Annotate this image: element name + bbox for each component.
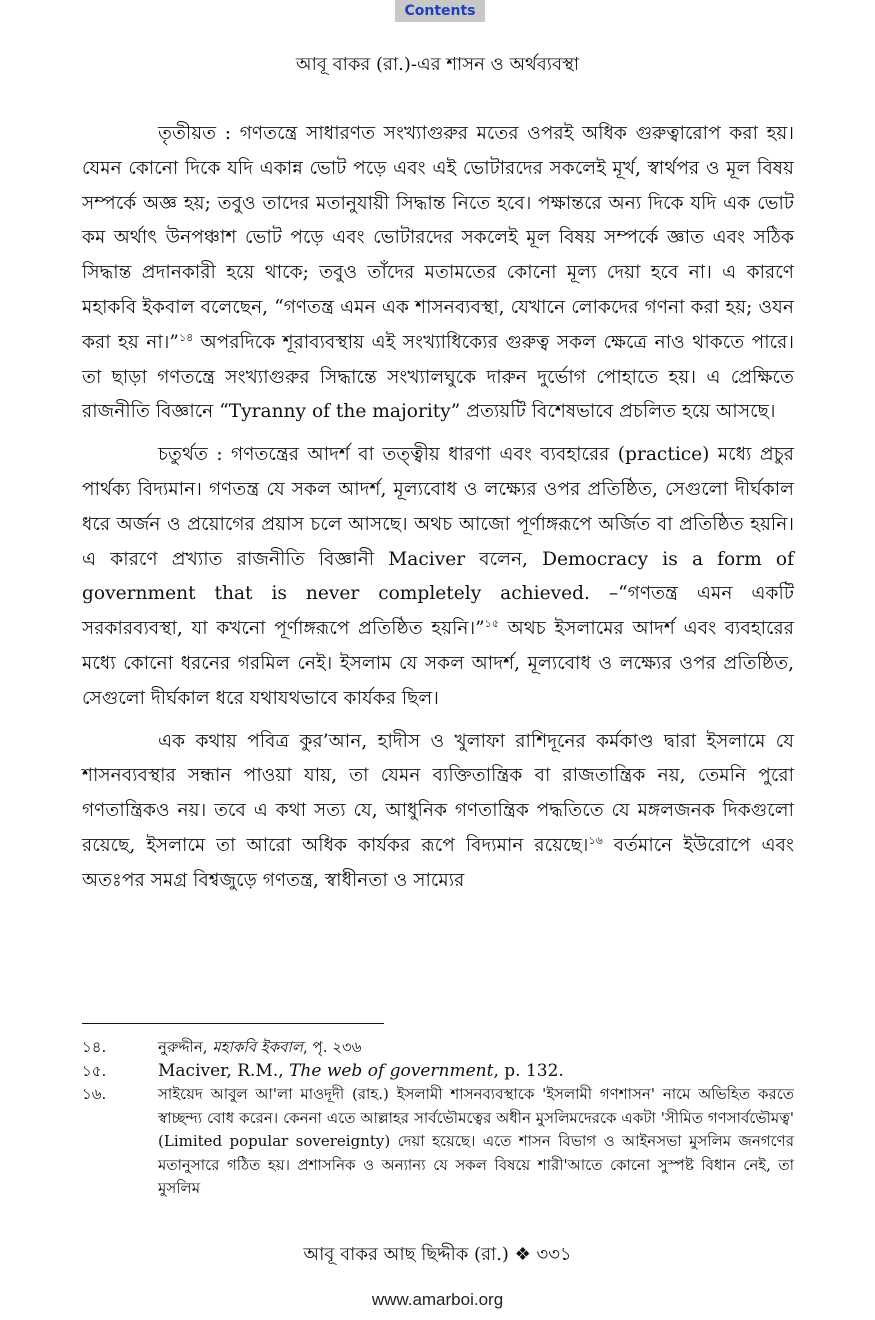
footnote-book-title: মহাকবি ইকবাল xyxy=(212,1038,303,1056)
paragraph-text: চতুর্থত : গণতন্ত্রের আদর্শ বা তত্ত্বীয় ধারণা এবং ব্যবহারের (practice) মধ্যে প্রচুর পার্থক্য বিদ্যমান। গণতন্ত্র যে সকল আদর্শ, মূল্যবোধ ও লক্ষ্যের ওপর প্রতিষ্ঠিত, সেগুলো দীর্ঘকাল ধরে অর্জন ও প্রয়োগের প্রয়াস চলে আসছে। অথচ আজো পূর্ণাঙ্গরূপে অর্জিত বা প্রতিষ্ঠিত হয়নি। এ কারণে প্রখ্যাত রাজনীতি বিজ্ঞানী Maciver বলেন, Democracy is a form of government that is never completely achieved. –“গণতন্ত্র এমন একটি সরকারব্যবস্থা, যা কখনো পূর্ণাঙ্গরূপে প্রতিষ্ঠিত হয়নি।” xyxy=(82,444,794,640)
footnote-text xyxy=(158,1036,794,1060)
main-body xyxy=(82,117,794,907)
paragraph-text: অপরদিকে শূরাব্যবস্থায় এই সংখ্যাধিক্যের গুরুত্ব সকল ক্ষেত্রে নাও থাকতে পারে। তা ছাড়া গণতন্ত্রে সংখ্যাগুরুর সিদ্ধান্তে সংখ্যালঘুকে দারুন দুর্ভোগ পোহাতে হয়। এ প্রেক্ষিতে রাজনীতি বিজ্ঞানে “Tyranny of the majority” প্রত্যয়টি বিশেষভাবে প্রচলিত হয়ে আসছে। xyxy=(82,331,794,423)
footnote-number: ১৬. xyxy=(82,1085,107,1103)
footnote-divider xyxy=(82,1023,384,1024)
paragraph-thirdly xyxy=(82,117,794,430)
footnote-15 xyxy=(82,1060,794,1084)
site-url[interactable]: www.amarboi.org xyxy=(371,1290,504,1309)
footnote-ref-14[interactable]: ১৪ xyxy=(178,330,194,344)
paragraph-text: এক কথায় পবিত্র কুর’আন, হাদীস ও খুলাফা রাশিদূনের কর্মকাণ্ড দ্বারা ইসলামে যে শাসনব্যবস্থার সন্ধান পাওয়া যায়, তা যেমন ব্যক্তিতান্ত্রিক বা রাজতান্ত্রিক নয়, তেমনি পুরো গণতান্ত্রিকও নয়। তবে এ কথা সত্য যে, আধুনিক গণতান্ত্রিক পদ্ধতিতে যে মঙ্গলজনক দিকগুলো রয়েছে, ইসলামে তা আরো অধিক কার্যকর রূপে বিদ্যমান রয়েছে। xyxy=(82,730,794,856)
footnote-page: , পৃ. ২৩৬ xyxy=(302,1038,362,1056)
paragraph-fourthly xyxy=(82,438,794,716)
paragraph-text: অথচ ইসলামের আদর্শ এবং ব্যবহারের মধ্যে কোনো ধরনের গরমিল নেই। ইসলাম যে সকল আদর্শ, মূল্যবোধ ও লক্ষ্যের ওপর প্রতিষ্ঠিত, সেগুলো দীর্ঘকাল ধরে যথাযথভাবে কার্যকর ছিল। xyxy=(82,618,794,709)
contents-button[interactable]: Contents xyxy=(395,0,485,22)
footnote-number: ১৫. xyxy=(82,1061,107,1080)
page-footer: আবূ বাকর আছ ছিদ্দীক (রা.) ❖ ৩৩১ xyxy=(303,1244,572,1265)
footnotes xyxy=(82,1036,794,1201)
running-header: আবূ বাকর (রা.)-এর শাসন ও অর্থব্যবস্থা xyxy=(295,54,580,75)
footnote-text: সাইয়েদ আবুল আ'লা মাওদূদী (রাহ.) ইসলামী শাসনব্যবস্থাকে 'ইসলামী গণশাসন' নামে অভিহিত করতে স্বাচ্ছন্দ্য বোধ করেন। কেননা এতে আল্লাহর সার্বভৌমত্বের অধীন মুসলিমদেরকে একটা 'সীমিত গণসার্বভৌমত্ব' (Limited popular sovereignty) দেয়া হয়েছে। এতে শাসন বিভাগ ও আইনসভা মুসলিম জনগণের মতানুসারে গঠিত হয়। প্রশাসনিক ও অন্যান্য যে সকল বিষয়ে শারী'আতে কোনো সুস্পষ্ট বিধান নেই, তা মুসলিম xyxy=(158,1085,794,1197)
paragraph-summary xyxy=(82,725,794,899)
footnote-ref-15[interactable]: ১৫ xyxy=(484,616,499,630)
paragraph-text: তৃতীয়ত : গণতন্ত্রে সাধারণত সংখ্যাগুরুর মতের ওপরই অধিক গুরুত্বারোপ করা হয়। যেমন কোনো দিকে যদি একান্ন ভোট পড়ে এবং এই ভোটারদের সকলেই মূর্খ, স্বার্থপর ও মূল বিষয় সম্পর্কে অজ্ঞ হয়; তবুও তাদের মতানুযায়ী সিদ্ধান্ত নিতে হবে। পক্ষান্তরে অন্য দিকে যদি এক ভোট কম অর্থাৎ উনপঞ্চাশ ভোট পড়ে এবং ভোটারদের সকলেই মূল বিষয় সম্পর্কে জ্ঞাত এবং সঠিক সিদ্ধান্ত প্রদানকারী হয়ে থাকে; তবুও তাঁদের মতামতের কোনো মূল্য দেয়া হবে না। এ কারণে মহাকবি ইকবাল বলেছেন, “গণতন্ত্র এমন এক শাসনব্যবস্থা, যেখানে লোকদের গণনা করা হয়; ওযন করা হয় না।” xyxy=(82,123,794,353)
footnote-number: ১৪. xyxy=(82,1038,107,1056)
footnote-14 xyxy=(82,1036,794,1060)
footnote-author: Maciver, R.M., xyxy=(158,1060,290,1081)
paragraph-text: বর্তমানে ইউরোপে এবং অতঃপর সমগ্র বিশ্বজুড়ে গণতন্ত্র, স্বাধীনতা ও সাম্যের xyxy=(82,834,794,891)
footnote-book-title: The web of government xyxy=(289,1060,494,1081)
footnote-text xyxy=(158,1060,794,1084)
footnote-ref-16[interactable]: ১৬ xyxy=(588,833,603,847)
footnote-author: নুরুদ্দীন, xyxy=(158,1038,213,1056)
footnote-16 xyxy=(82,1083,794,1201)
footnote-page: , p. 132. xyxy=(493,1060,564,1081)
